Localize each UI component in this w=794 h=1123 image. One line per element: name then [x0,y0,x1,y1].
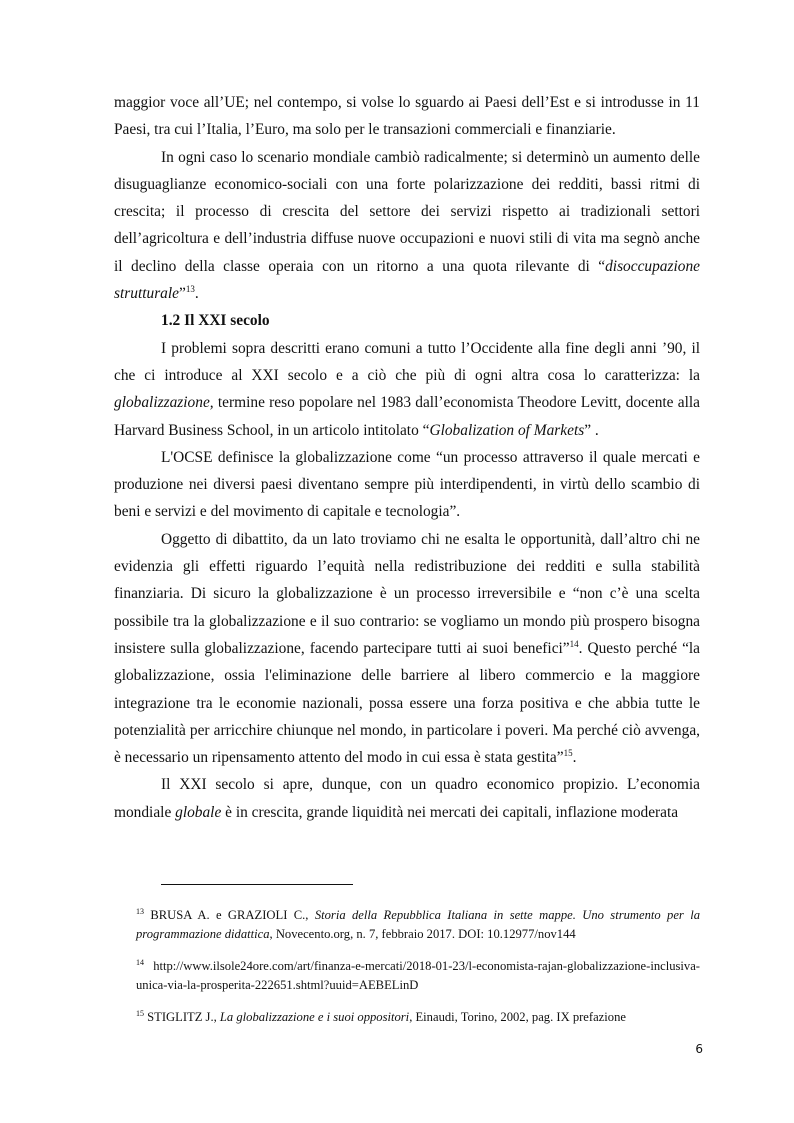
footnote-14 [136,957,700,995]
footnote-text: STIGLITZ J., [144,1010,220,1024]
footnote-text: BRUSA A. e GRAZIOLI C., [144,908,315,922]
paragraph-debate [114,526,700,772]
punctuation: . [194,285,199,303]
paragraph-xxi-century [114,771,700,826]
footnote-number: 15 [136,1009,144,1018]
footnote-text: , Einaudi, Torino, 2002, pag. IX prefazione [409,1010,626,1024]
paragraph-text: termine reso popolare nel 1983 dall’economista Theodore Levitt, docente alla Harvard Business School, in un articolo intitolato “ [114,394,700,439]
italic-term: globalizzazione, [114,394,214,412]
paragraph-text: . Questo perché “la globalizzazione, ossia l'eliminazione delle barriere al libero commercio e la maggiore integrazione tra le economie nazionali, possa essere una forza positiva e che abbia tutte le potenzialità per arricchire chiunque nel mondo, in particolare i poveri. Ma perché ciò avvenga, è necessario un ripensamento attento del modo in cui essa è stata gestita” [114,639,701,767]
footnote-italic-title: Storia della Repubblica Italiana in sette mappe. Uno strumento per la programmazione didattica [136,908,700,941]
main-text [114,89,700,826]
quote-mark: ” [179,285,186,303]
footnote-number: 13 [136,907,144,916]
footnote-15 [136,1008,700,1027]
italic-term: globale [175,803,222,821]
paragraph-scenario [114,144,700,308]
footnote-ref-15: 15 [563,748,573,759]
footnote-ref-14: 14 [569,638,579,649]
footnote-url[interactable]: http://www.ilsole24ore.com/art/finanza-e-mercati/2018-01-23/l-economista-rajan-globalizzazione-inclusiva-unica-via-la-prosperita-222651.shtml?uuid=AEBELinD [136,959,700,992]
paragraph-text: In ogni caso lo scenario mondiale cambiò radicalmente; si determinò un aumento delle disuguaglianze economico-sociali con una forte polarizzazione dei redditi, bassi ritmi di crescita; il processo di crescita del settore dei servizi rispetto ai tradizionali settori dell’agricoltura e dell’industria diffuse nuove occupazioni e nuovi stili di vita ma segnò anche il declino della classe operaia con un ritorno a una quota rilevante di “ [114,148,700,275]
section-heading: 1.2 Il XXI secolo [161,312,270,330]
paragraph-text: maggior voce all’UE; nel contempo, si volse lo sguardo ai Paesi dell’Est e si introdusse in 11 Paesi, tra cui l’Italia, l’Euro, ma solo per le transazioni commerciali e finanziarie. [114,94,700,139]
footnotes [136,906,700,1040]
paragraph-globalization [114,335,700,444]
paragraph-text: I problemi sopra descritti erano comuni a tutto l’Occidente alla fine degli anni ’90, il che ci introduce al XXI secolo e a ciò che più di ogni altra cosa lo caratterizza: la [114,339,700,384]
paragraph-continuation [114,89,700,144]
paragraph-text: è in crescita, grande liquidità nei mercati dei capitali, inflazione moderata [221,803,679,821]
paragraph-text: Il XXI secolo si apre, dunque, con un quadro economico propizio. L’economia mondiale [114,776,700,821]
footnote-13 [136,906,700,944]
footnote-text: , Novecento.org, n. 7, febbraio 2017. DOI: 10.12977/nov144 [269,927,576,941]
footnote-ref-13: 13 [185,284,195,295]
paragraph-text: Oggetto di dibattito, da un lato troviamo chi ne esalta le opportunità, dall’altro chi ne evidenzia gli effetti riguardo l’equità nella redistribuzione dei redditi e sulla stabilità finanziaria. Di sicuro la globalizzazione è un processo irreversibile e “non c’è una scelta possibile tra la globalizzazione e il suo contrario: se vogliamo un mondo più prospero bisogna insistere sulla globalizzazione, facendo partecipare tutti ai suoi benefici” [114,530,700,657]
footnote-italic-title: La globalizzazione e i suoi oppositori [219,1010,410,1024]
italic-term: disoccupazione strutturale [114,257,700,303]
footnote-separator [161,884,353,885]
italic-article-title: Globalization of Markets [429,421,585,439]
paragraph-ocse [114,444,700,526]
punctuation: . [572,749,577,767]
page-number: 6 [695,1042,703,1056]
footnote-number: 14 [136,958,144,967]
punctuation: ” . [584,421,599,439]
paragraph-text: L'OCSE definisce la globalizzazione come “un processo attraverso il quale mercati e produzione nei diversi paesi diventano sempre più interdipendenti, in virtù dello scambio di beni e servizi e del movimento di capitale e tecnologia”. [114,448,700,521]
